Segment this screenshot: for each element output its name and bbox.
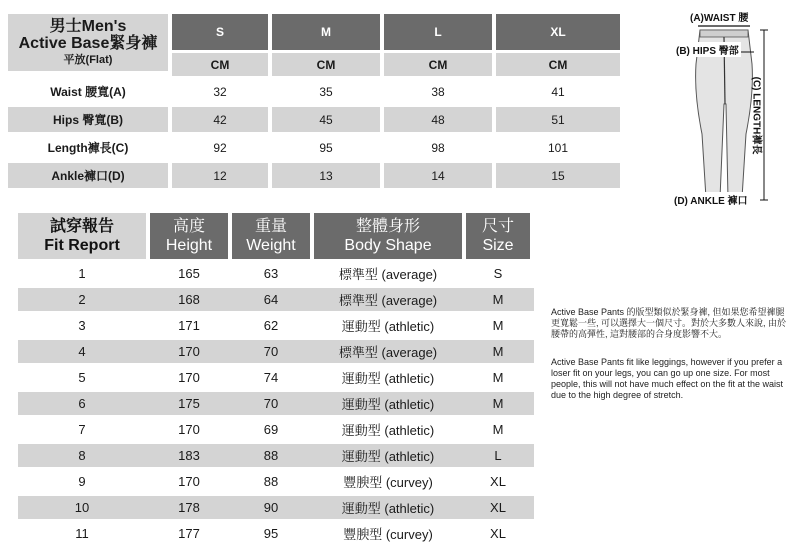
cell-height: 168 <box>178 292 200 307</box>
cell-value: 98 <box>431 140 445 155</box>
cell-height: 177 <box>178 526 200 541</box>
cell-weight: 88 <box>263 448 279 463</box>
header-en: Body Shape <box>344 237 432 254</box>
cell-height: 183 <box>178 448 200 463</box>
table-row <box>18 340 534 363</box>
cell-weight: 64 <box>263 292 279 307</box>
size-row-hips <box>8 107 632 132</box>
cell-weight: 95 <box>263 526 279 541</box>
cell-value: 41 <box>551 84 565 99</box>
cell-value: 42 <box>172 107 268 132</box>
cell-size: M <box>492 318 504 333</box>
note-chinese: Active Base Pants 的版型類似於緊身褲, 但如果您希望褲腿更寬鬆一些, 可以選擇大一個尺寸。對於大多數人來說, 由於腰帶的高彈性, 這對腰部的合身度影響不大。 <box>551 307 787 339</box>
cell-index: 8 <box>78 448 86 463</box>
cell-body-shape: 標準型 (average) <box>338 293 438 308</box>
row-label: Length褲長(C) <box>47 141 129 155</box>
cell-height: 170 <box>178 344 200 359</box>
unit-header: CM <box>384 53 492 76</box>
cell-size: M <box>492 396 504 411</box>
cell-value: 13 <box>272 163 380 188</box>
cell-value: 12 <box>172 163 268 188</box>
cell-size: M <box>492 292 504 307</box>
fit-report-table <box>18 213 534 548</box>
cell-size: XL <box>490 474 506 489</box>
cell-body-shape: 運動型 (athletic) <box>341 423 435 438</box>
cell-size: M <box>492 344 504 359</box>
cell-index: 11 <box>75 526 89 541</box>
size-col-s <box>172 14 268 76</box>
size-row-waist <box>8 79 632 104</box>
table-row <box>18 288 534 311</box>
cell-value: 15 <box>496 163 620 188</box>
fit-report-rows <box>18 262 534 545</box>
note-english: Active Base Pants fit like leggings, however if you prefer a loser fit on your legs, you can go up one size. For most people, this will not have much effect on the fit at the waist due to the high degree of stretch. <box>551 357 783 400</box>
cell-value: 45 <box>272 107 380 132</box>
cell-value: 101 <box>547 140 569 155</box>
ankle-label: (D) ANKLE 褲口 <box>672 192 750 207</box>
cell-index: 2 <box>78 292 86 307</box>
cell-index: 5 <box>78 370 86 385</box>
cell-index: 6 <box>78 396 86 411</box>
cell-index: 7 <box>78 422 86 437</box>
cell-value: 51 <box>496 107 620 132</box>
cell-value: 38 <box>431 84 445 99</box>
cell-weight: 62 <box>263 318 279 333</box>
row-label: Waist 腰寬(A) <box>50 85 126 99</box>
cell-weight: 63 <box>263 266 279 281</box>
table-row <box>18 496 534 519</box>
title-line-3: 平放(Flat) <box>63 53 113 66</box>
cell-index: 1 <box>78 266 86 281</box>
table-row <box>18 366 534 389</box>
table-row <box>18 470 534 493</box>
cell-index: 4 <box>78 344 86 359</box>
unit-header: CM <box>172 53 268 76</box>
row-label: Ankle褲口(D) <box>8 163 168 188</box>
cell-value: 92 <box>213 140 227 155</box>
cell-height: 165 <box>178 266 200 281</box>
size-header: L <box>384 14 492 50</box>
header-en: Size <box>482 237 514 254</box>
size-table-header <box>8 14 632 76</box>
cell-weight: 88 <box>263 474 279 489</box>
cell-weight: 70 <box>263 344 279 359</box>
header-en: Fit Report <box>44 237 120 254</box>
cell-value: 48 <box>384 107 492 132</box>
cell-weight: 69 <box>263 422 279 437</box>
header-zh: 尺寸 <box>481 217 514 235</box>
header-body-shape <box>314 213 462 259</box>
size-row-length <box>8 135 632 160</box>
header-zh: 整體身形 <box>355 217 420 235</box>
cell-index: 9 <box>78 474 86 489</box>
size-table <box>8 14 632 191</box>
size-col-l <box>384 14 492 76</box>
leggings-illustration <box>664 4 794 210</box>
size-header: XL <box>496 14 620 50</box>
table-row <box>18 392 534 415</box>
fit-report-header <box>18 213 534 259</box>
cell-height: 175 <box>178 396 200 411</box>
header-height <box>150 213 228 259</box>
cell-body-shape: 標準型 (average) <box>338 345 438 360</box>
header-weight <box>232 213 310 259</box>
cell-weight: 90 <box>263 500 279 515</box>
table-row <box>18 418 534 441</box>
cell-body-shape: 運動型 (athletic) <box>341 319 435 334</box>
cell-body-shape: 運動型 (athletic) <box>341 371 435 386</box>
cell-value: 35 <box>319 84 333 99</box>
cell-value: 14 <box>384 163 492 188</box>
header-size <box>466 213 530 259</box>
header-fit-report <box>18 213 146 259</box>
cell-size: L <box>494 448 502 463</box>
cell-size: XL <box>490 526 506 541</box>
title-line-1: 男士Men's <box>49 17 127 35</box>
cell-body-shape: 運動型 (athletic) <box>341 397 435 412</box>
cell-size: S <box>493 266 503 281</box>
header-zh: 試穿報告 <box>49 217 114 235</box>
header-en: Height <box>165 237 213 254</box>
cell-height: 178 <box>178 500 200 515</box>
size-col-xl <box>496 14 620 76</box>
cell-value: 95 <box>319 140 333 155</box>
cell-height: 171 <box>178 318 200 333</box>
header-zh: 重量 <box>254 217 287 235</box>
cell-height: 170 <box>178 422 200 437</box>
row-label: Hips 臀寬(B) <box>8 107 168 132</box>
cell-body-shape: 豐腴型 (curvey) <box>343 527 433 542</box>
hips-label: (B) HIPS 臀部 <box>674 42 741 57</box>
cell-index: 3 <box>78 318 86 333</box>
cell-weight: 70 <box>263 396 279 411</box>
waist-label: (A)WAIST 腰 <box>690 13 749 24</box>
header-zh: 高度 <box>172 217 205 235</box>
cell-weight: 74 <box>263 370 279 385</box>
cell-size: XL <box>490 500 506 515</box>
table-row <box>18 444 534 467</box>
table-row <box>18 522 534 545</box>
cell-body-shape: 標準型 (average) <box>338 267 438 282</box>
cell-value: 32 <box>213 84 227 99</box>
size-header: M <box>272 14 380 50</box>
table-row <box>18 262 534 285</box>
cell-index: 10 <box>74 500 90 515</box>
cell-size: M <box>492 422 504 437</box>
size-table-title <box>8 14 168 71</box>
length-label: (C) LENGTH褲長 <box>750 76 762 155</box>
leggings-diagram <box>664 4 794 210</box>
cell-size: M <box>492 370 504 385</box>
cell-height: 170 <box>178 370 200 385</box>
unit-header: CM <box>496 53 620 76</box>
table-row <box>18 314 534 337</box>
header-en: Weight <box>246 237 296 254</box>
cell-height: 170 <box>178 474 200 489</box>
title-line-2: Active Base緊身褲 <box>18 34 158 52</box>
unit-header: CM <box>272 53 380 76</box>
cell-body-shape: 運動型 (athletic) <box>341 449 435 464</box>
cell-body-shape: 豐腴型 (curvey) <box>343 475 433 490</box>
size-col-m <box>272 14 380 76</box>
size-row-ankle <box>8 163 632 188</box>
cell-body-shape: 運動型 (athletic) <box>341 501 435 516</box>
size-header: S <box>172 14 268 50</box>
